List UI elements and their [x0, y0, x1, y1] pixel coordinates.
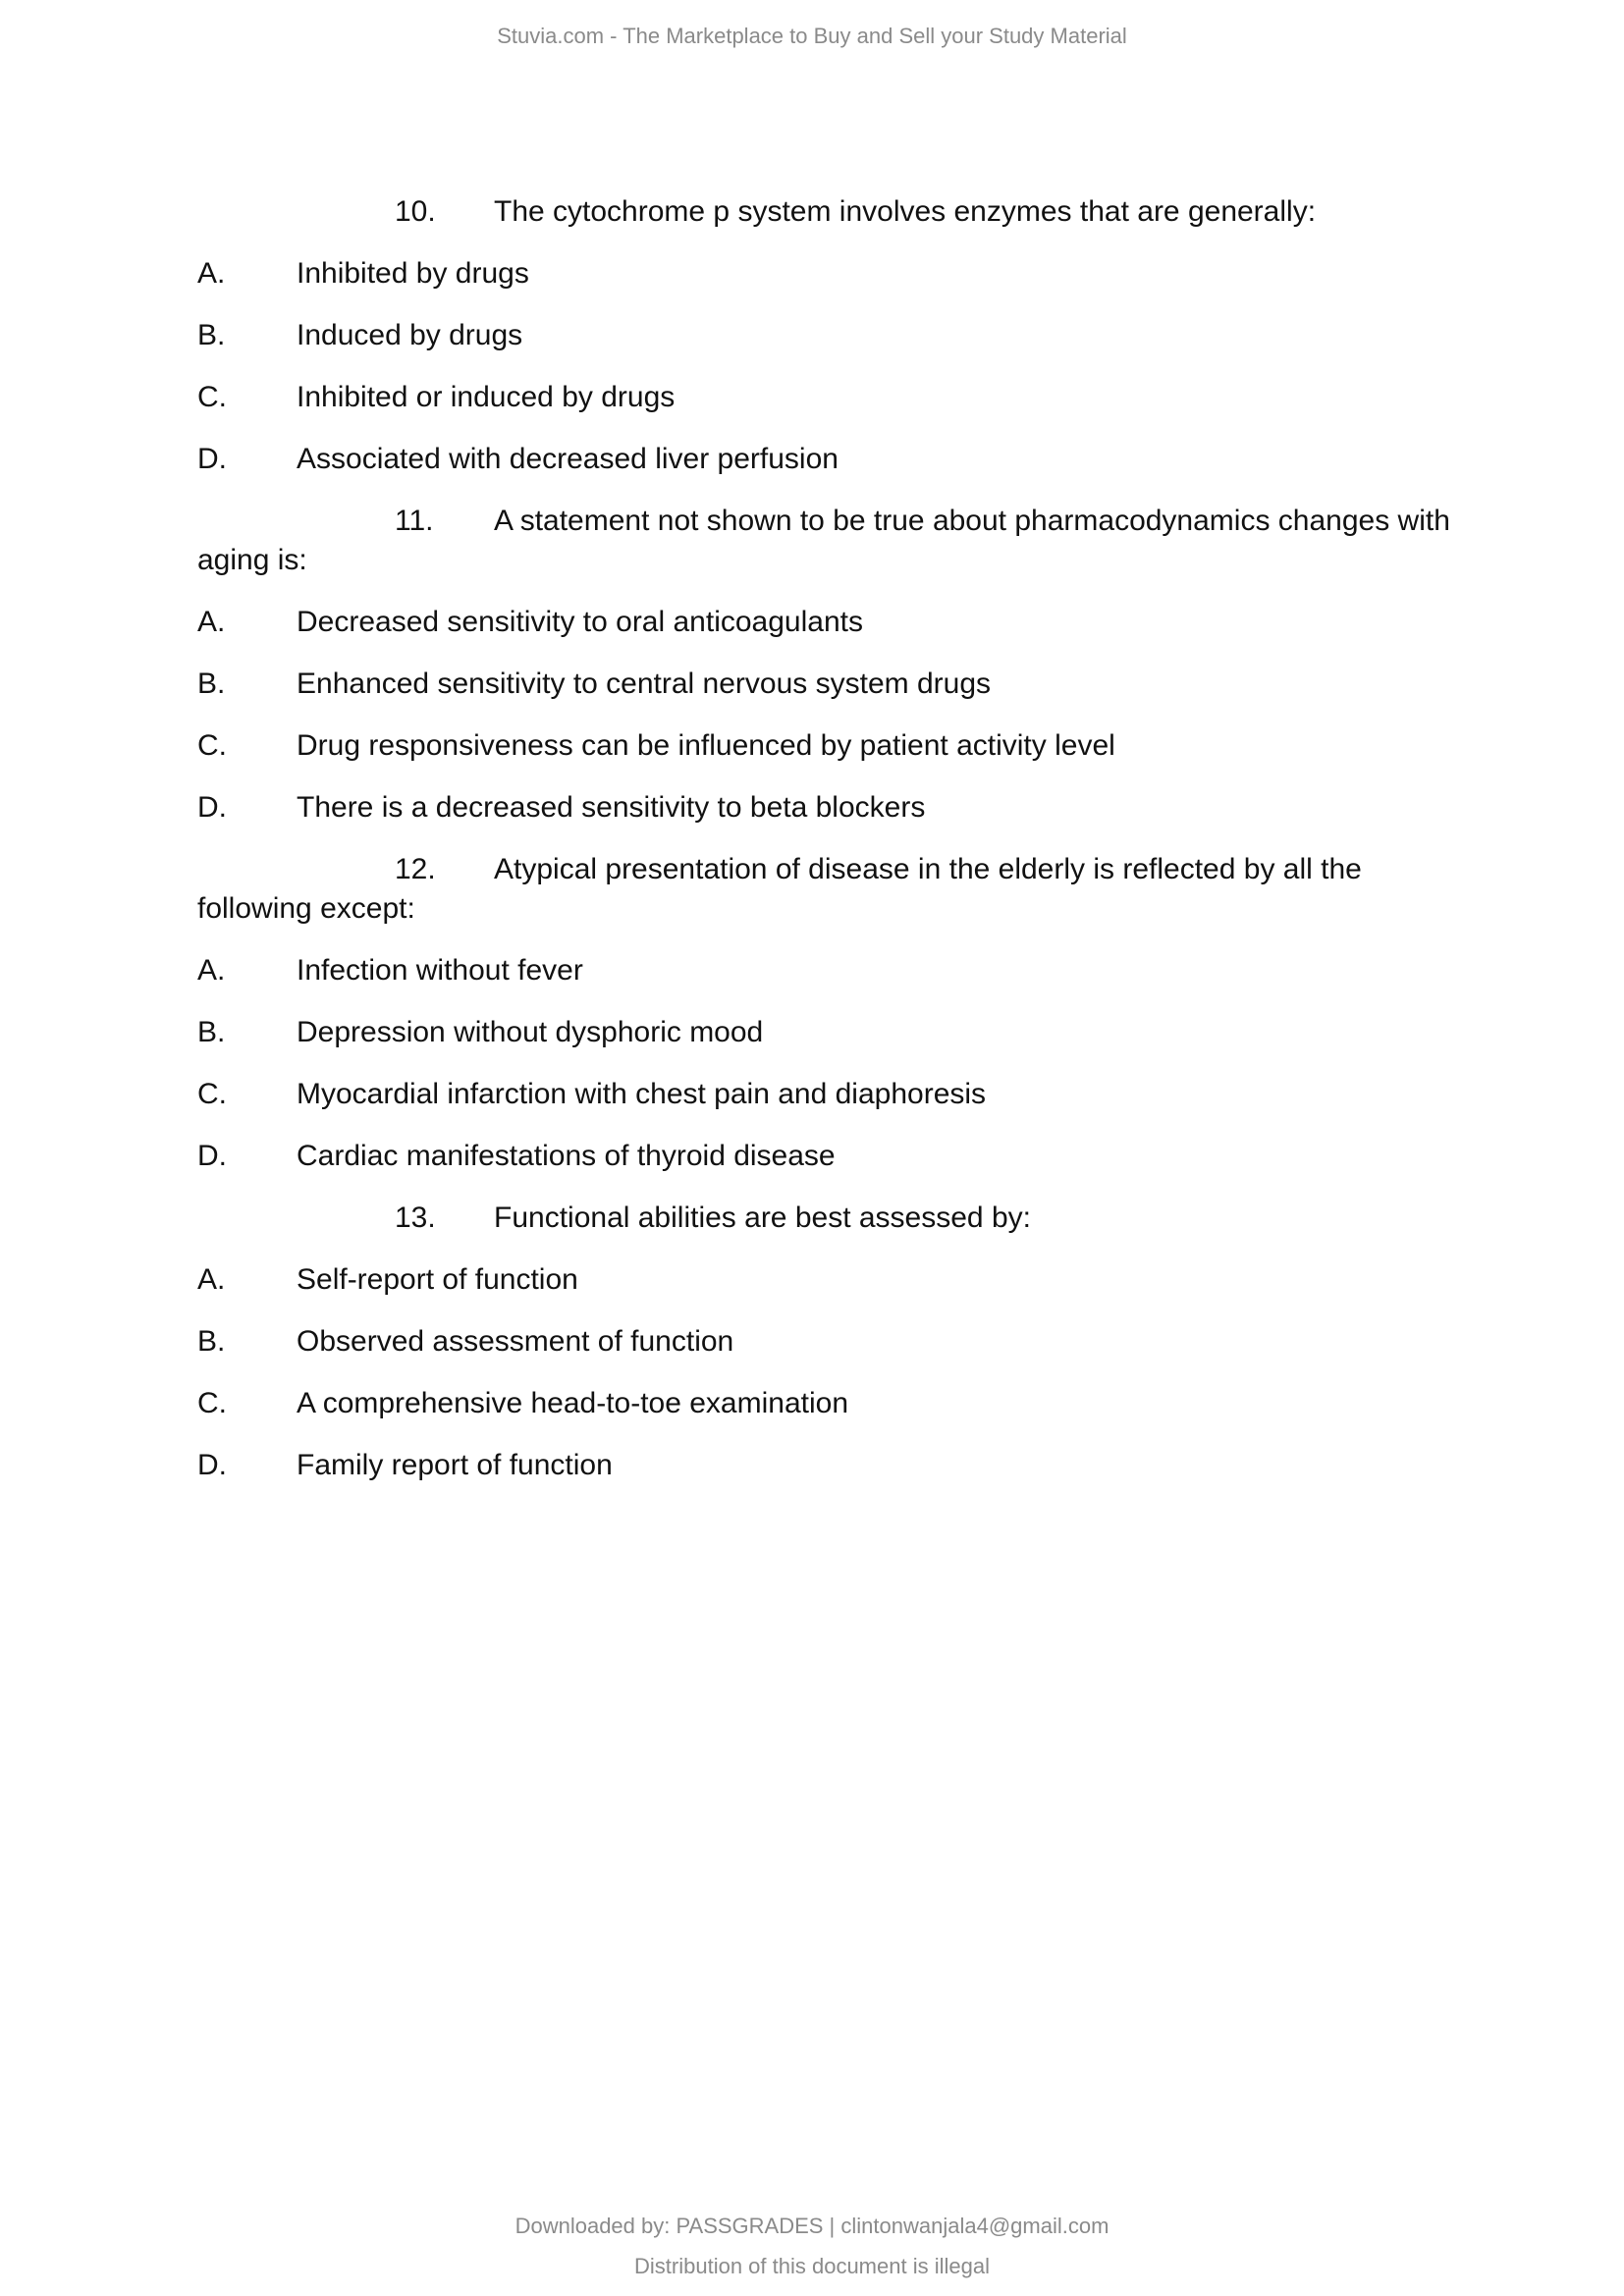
option-11-b — [197, 665, 1484, 704]
question-number: 11. — [395, 505, 434, 537]
option-text: Enhanced sensitivity to central nervous system drugs — [297, 667, 992, 700]
option-text: Depression without dysphoric mood — [297, 1016, 764, 1048]
option-text: Infection without fever — [297, 954, 583, 987]
option-letter: B. — [197, 667, 226, 700]
question-13 — [197, 1199, 1484, 1238]
question-text: Functional abilities are best assessed by: — [494, 1201, 1031, 1234]
question-11 — [197, 502, 1484, 580]
option-letter: B. — [197, 1016, 226, 1048]
option-11-c — [197, 726, 1484, 766]
option-text: Induced by drugs — [297, 319, 523, 351]
option-10-a — [197, 254, 1484, 294]
question-text: A statement not shown to be true about pharmacodynamics changes with aging is: — [197, 505, 1450, 576]
option-text: Decreased sensitivity to oral anticoagulants — [297, 606, 863, 638]
option-letter: C. — [197, 1387, 227, 1419]
option-11-d — [197, 788, 1484, 828]
option-12-d — [197, 1137, 1484, 1176]
option-letter: B. — [197, 319, 226, 351]
option-13-a — [197, 1260, 1484, 1300]
option-letter: C. — [197, 381, 227, 413]
question-12 — [197, 850, 1484, 929]
option-letter: D. — [197, 791, 227, 824]
option-letter: D. — [197, 443, 227, 475]
option-text: A comprehensive head-to-toe examination — [297, 1387, 849, 1419]
option-text: Self-report of function — [297, 1263, 578, 1296]
option-letter: D. — [197, 1449, 227, 1481]
option-text: Observed assessment of function — [297, 1325, 734, 1358]
option-text: Myocardial infarction with chest pain and diaphoresis — [297, 1078, 987, 1110]
question-10 — [197, 192, 1484, 232]
page-header: Stuvia.com - The Marketplace to Buy and Sell your Study Material — [497, 24, 1127, 48]
option-12-a — [197, 951, 1484, 990]
option-letter: A. — [197, 1263, 226, 1296]
option-letter: D. — [197, 1140, 227, 1172]
question-number: 12. — [395, 853, 436, 885]
option-text: There is a decreased sensitivity to beta blockers — [297, 791, 926, 824]
question-number: 10. — [395, 195, 436, 228]
option-letter: B. — [197, 1325, 226, 1358]
option-text: Inhibited or induced by drugs — [297, 381, 676, 413]
option-letter: A. — [197, 257, 226, 290]
footer-distribution-notice: Distribution of this document is illegal — [634, 2254, 990, 2278]
option-letter: A. — [197, 606, 226, 638]
option-11-a — [197, 603, 1484, 642]
option-text: Inhibited by drugs — [297, 257, 529, 290]
option-12-c — [197, 1075, 1484, 1114]
footer-downloaded-by: Downloaded by: PASSGRADES | clintonwanjala4@gmail.com — [514, 2214, 1110, 2238]
option-10-d — [197, 440, 1484, 479]
option-letter: A. — [197, 954, 226, 987]
question-text: Atypical presentation of disease in the elderly is reflected by all the following except: — [197, 853, 1362, 925]
option-text: Drug responsiveness can be influenced by patient activity level — [297, 729, 1115, 762]
option-12-b — [197, 1013, 1484, 1052]
option-letter: C. — [197, 729, 227, 762]
option-13-c — [197, 1384, 1484, 1423]
option-10-c — [197, 378, 1484, 417]
option-text: Associated with decreased liver perfusion — [297, 443, 839, 475]
option-text: Family report of function — [297, 1449, 613, 1481]
question-number: 13. — [395, 1201, 436, 1234]
option-13-b — [197, 1322, 1484, 1362]
option-13-d — [197, 1446, 1484, 1485]
option-text: Cardiac manifestations of thyroid disease — [297, 1140, 836, 1172]
option-letter: C. — [197, 1078, 227, 1110]
option-10-b — [197, 316, 1484, 355]
question-text: The cytochrome p system involves enzymes that are generally: — [494, 195, 1317, 228]
document-body — [197, 192, 1484, 1508]
